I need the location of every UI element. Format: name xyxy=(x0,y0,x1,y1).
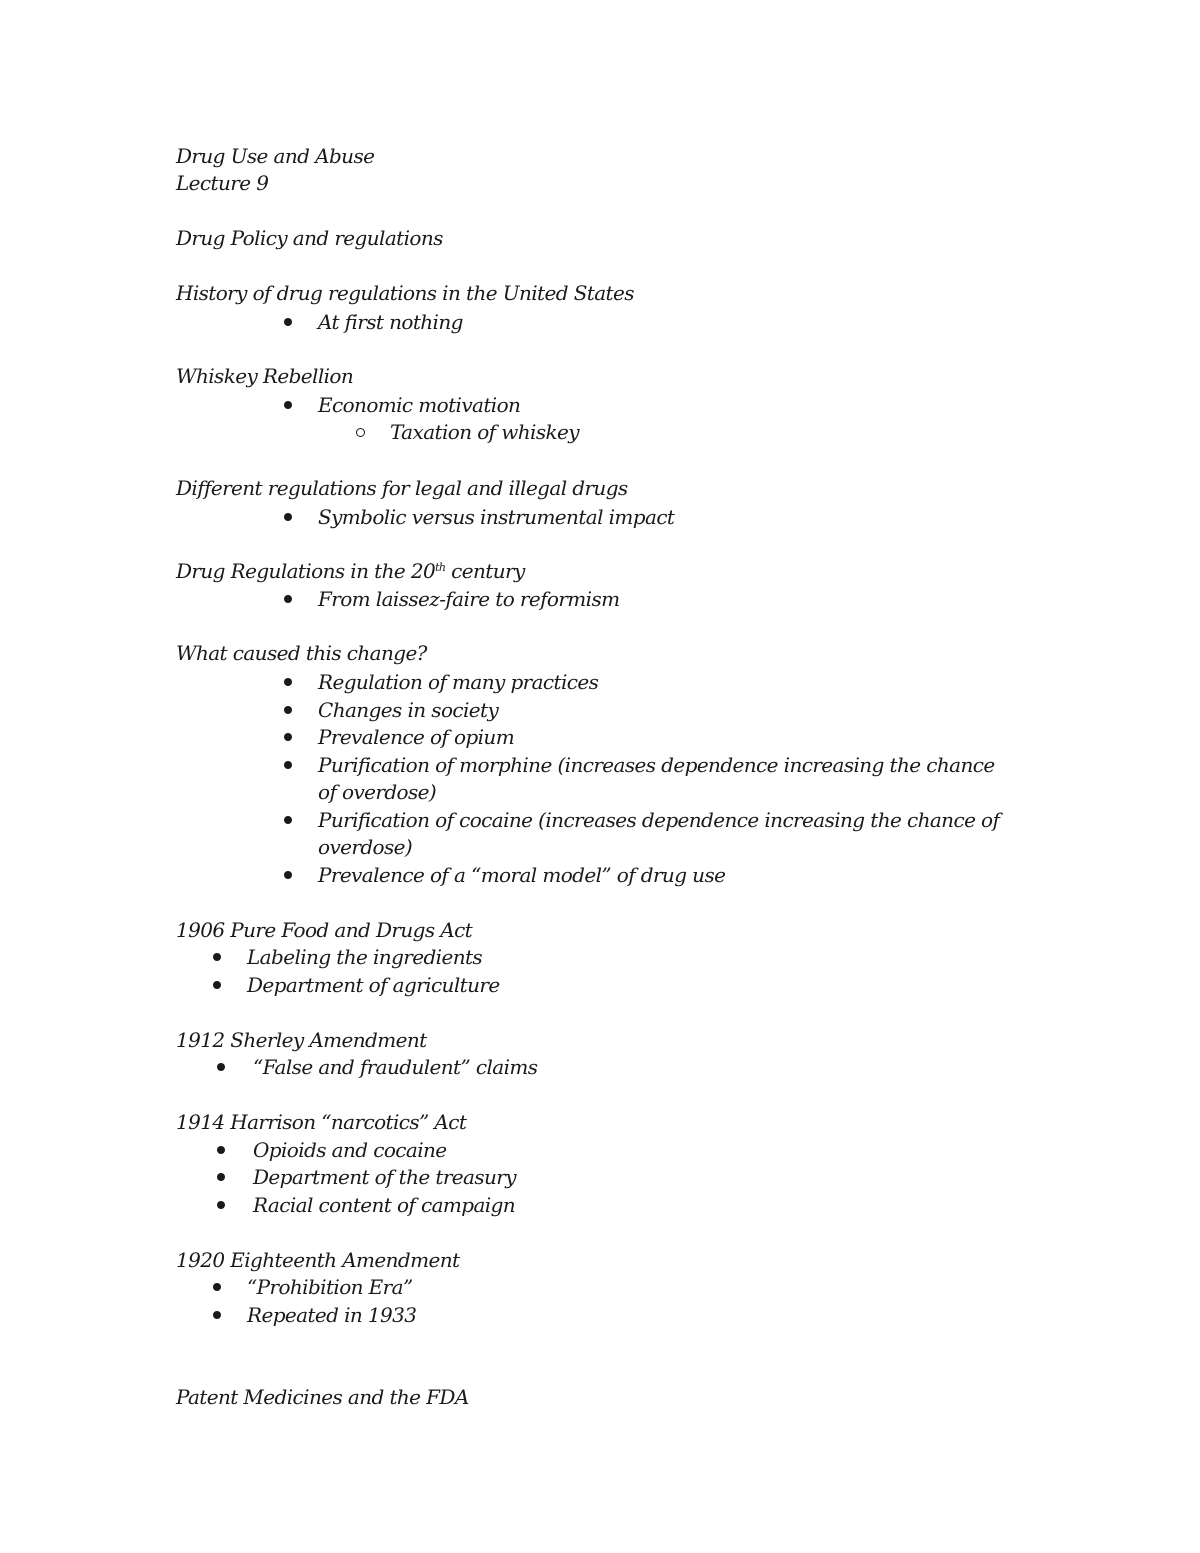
list-item: Racial content of campaign xyxy=(253,1193,516,1217)
section-heading-different: Different regulations for legal and illegal drugs xyxy=(176,476,628,500)
bullet-icon xyxy=(213,981,221,989)
list-item: “False and fraudulent” claims xyxy=(253,1055,538,1079)
bullet-icon xyxy=(284,401,292,409)
bullet-icon xyxy=(213,953,221,961)
list-item: Opioids and cocaine xyxy=(253,1138,447,1162)
list-item: Purification of morphine (increases dependence increasing the chance xyxy=(318,753,995,777)
list-item-continuation: of overdose) xyxy=(318,780,437,804)
list-item: Repeated in 1933 xyxy=(247,1303,417,1327)
list-item: Prevalence of a “moral model” of drug use xyxy=(318,863,726,887)
section-heading-1914: 1914 Harrison “narcotics” Act xyxy=(176,1110,467,1134)
bullet-icon xyxy=(284,871,292,879)
bullet-icon xyxy=(284,816,292,824)
bullet-icon xyxy=(217,1173,225,1181)
bullet-icon xyxy=(284,706,292,714)
section-heading-1912: 1912 Sherley Amendment xyxy=(176,1028,427,1052)
circle-bullet-icon xyxy=(356,428,365,437)
bullet-icon xyxy=(284,678,292,686)
list-item: Prevalence of opium xyxy=(318,725,515,749)
lecture-number: Lecture 9 xyxy=(176,171,269,195)
section-heading-twentieth: Drug Regulations in the 20th century xyxy=(176,559,525,583)
topic-title: Drug Policy and regulations xyxy=(176,226,443,250)
list-item: Department of the treasury xyxy=(253,1165,516,1189)
section-heading-1906: 1906 Pure Food and Drugs Act xyxy=(176,918,473,942)
section-heading-patent: Patent Medicines and the FDA xyxy=(176,1385,469,1409)
list-item-continuation: overdose) xyxy=(318,835,413,859)
bullet-icon xyxy=(217,1063,225,1071)
section-heading-1920: 1920 Eighteenth Amendment xyxy=(176,1248,460,1272)
list-item: At first nothing xyxy=(318,310,463,334)
list-item: Labeling the ingredients xyxy=(247,945,483,969)
bullet-icon xyxy=(284,733,292,741)
bullet-icon xyxy=(284,761,292,769)
bullet-icon xyxy=(217,1201,225,1209)
bullet-icon xyxy=(213,1311,221,1319)
list-item: Regulation of many practices xyxy=(318,670,599,694)
sub-list-item: Taxation of whiskey xyxy=(390,420,579,444)
list-item: Changes in society xyxy=(318,698,499,722)
section-heading-history: History of drug regulations in the United States xyxy=(176,281,634,305)
list-item: Purification of cocaine (increases dependence increasing the chance of xyxy=(318,808,1000,832)
list-item: From laissez-faire to reformism xyxy=(318,587,620,611)
list-item: Economic motivation xyxy=(318,393,521,417)
bullet-icon xyxy=(284,595,292,603)
superscript: th xyxy=(435,561,446,574)
list-item: Department of agriculture xyxy=(247,973,500,997)
bullet-icon xyxy=(213,1283,221,1291)
section-heading-whiskey: Whiskey Rebellion xyxy=(176,364,354,388)
bullet-icon xyxy=(284,513,292,521)
bullet-icon xyxy=(284,318,292,326)
bullet-icon xyxy=(217,1146,225,1154)
section-heading-change: What caused this change? xyxy=(176,641,427,665)
course-title: Drug Use and Abuse xyxy=(176,144,375,168)
list-item: “Prohibition Era” xyxy=(247,1275,413,1299)
list-item: Symbolic versus instrumental impact xyxy=(318,505,675,529)
